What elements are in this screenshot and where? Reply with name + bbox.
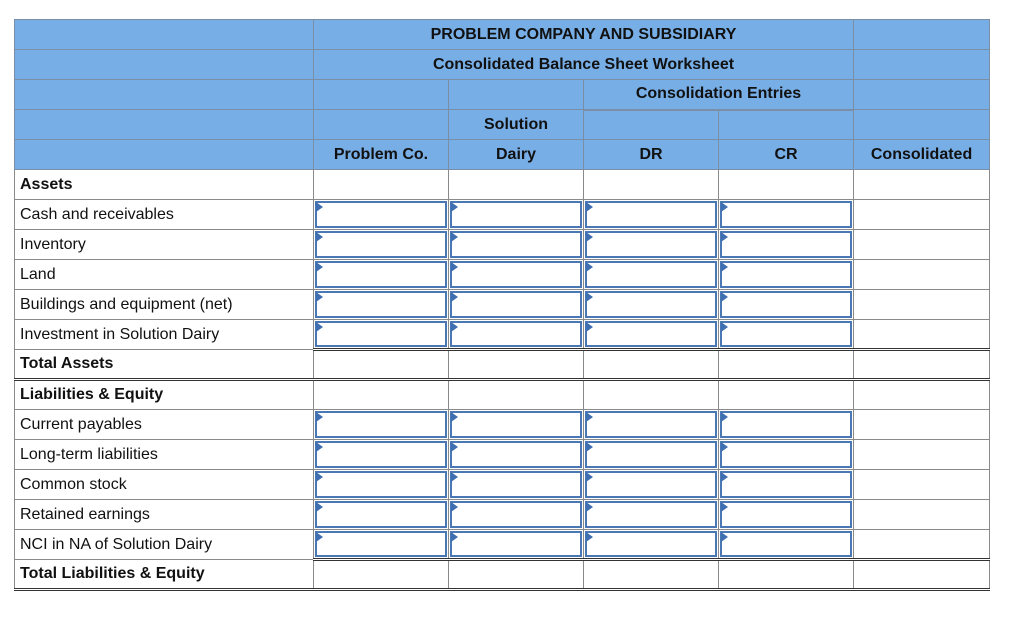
cr-input[interactable] xyxy=(720,471,852,498)
dairy-input[interactable] xyxy=(450,291,582,318)
consolidated-cell xyxy=(854,230,990,260)
company-title: PROBLEM COMPANY AND SUBSIDIARY xyxy=(314,20,854,50)
row-liab-equity xyxy=(15,380,990,410)
marker-icon xyxy=(586,442,593,452)
marker-icon xyxy=(451,532,458,542)
cr-input[interactable] xyxy=(720,411,852,438)
col-header-problem: Problem Co. xyxy=(314,140,449,170)
header-row-worksheet xyxy=(15,50,990,80)
cr-input[interactable] xyxy=(720,291,852,318)
consolidated-cell xyxy=(854,410,990,440)
dr-input[interactable] xyxy=(585,471,717,498)
row-label: Land xyxy=(15,260,314,290)
worksheet-table xyxy=(14,19,990,591)
marker-icon xyxy=(721,532,728,542)
row-label: Liabilities & Equity xyxy=(15,380,314,410)
marker-icon xyxy=(721,232,728,242)
marker-icon xyxy=(451,322,458,332)
marker-icon xyxy=(451,502,458,512)
marker-icon xyxy=(586,322,593,332)
dairy-input[interactable] xyxy=(450,501,582,528)
row-label: Long-term liabilities xyxy=(15,440,314,470)
marker-icon xyxy=(586,502,593,512)
problem-input[interactable] xyxy=(315,531,447,557)
marker-icon xyxy=(586,532,593,542)
consolidated-cell xyxy=(854,470,990,500)
marker-icon xyxy=(586,202,593,212)
problem-input[interactable] xyxy=(315,201,447,228)
row-label: Buildings and equipment (net) xyxy=(15,290,314,320)
problem-input[interactable] xyxy=(315,441,447,468)
marker-icon xyxy=(451,262,458,272)
cr-input[interactable] xyxy=(720,441,852,468)
dr-input[interactable] xyxy=(585,201,717,228)
marker-icon xyxy=(586,232,593,242)
row-common-stock xyxy=(15,470,990,500)
dr-input[interactable] xyxy=(585,501,717,528)
problem-input[interactable] xyxy=(315,261,447,288)
consolidation-entries-header: Consolidation Entries xyxy=(584,80,854,110)
total-cell xyxy=(719,350,854,380)
marker-icon xyxy=(721,292,728,302)
dr-input[interactable] xyxy=(585,411,717,438)
consolidated-cell xyxy=(854,200,990,230)
cr-input[interactable] xyxy=(720,321,852,347)
total-cell xyxy=(719,560,854,590)
row-retained-earnings xyxy=(15,500,990,530)
row-land xyxy=(15,260,990,290)
col-header-consolidated: Consolidated xyxy=(854,140,990,170)
cr-input[interactable] xyxy=(720,261,852,288)
marker-icon xyxy=(721,502,728,512)
consolidated-cell xyxy=(854,530,990,560)
worksheet-title: Consolidated Balance Sheet Worksheet xyxy=(314,50,854,80)
dairy-input[interactable] xyxy=(450,321,582,347)
header-row-company xyxy=(15,20,990,50)
row-investment xyxy=(15,320,990,350)
marker-icon xyxy=(451,232,458,242)
row-label: Total Assets xyxy=(15,350,314,380)
problem-input[interactable] xyxy=(315,321,447,347)
header-row-entries xyxy=(15,80,990,110)
marker-icon xyxy=(316,262,323,272)
marker-icon xyxy=(721,322,728,332)
total-cell xyxy=(449,350,584,380)
dr-input[interactable] xyxy=(585,261,717,288)
cr-input[interactable] xyxy=(720,531,852,557)
marker-icon xyxy=(721,472,728,482)
row-label: Inventory xyxy=(15,230,314,260)
dairy-input[interactable] xyxy=(450,411,582,438)
problem-input[interactable] xyxy=(315,411,447,438)
consolidated-cell xyxy=(854,440,990,470)
marker-icon xyxy=(316,412,323,422)
dr-input[interactable] xyxy=(585,531,717,557)
row-label: Investment in Solution Dairy xyxy=(15,320,314,350)
marker-icon xyxy=(316,472,323,482)
marker-icon xyxy=(316,502,323,512)
cr-input[interactable] xyxy=(720,201,852,228)
marker-icon xyxy=(586,472,593,482)
dairy-input[interactable] xyxy=(450,231,582,258)
row-long-term xyxy=(15,440,990,470)
row-total-assets xyxy=(15,350,990,380)
problem-input[interactable] xyxy=(315,501,447,528)
row-inventory xyxy=(15,230,990,260)
marker-icon xyxy=(316,232,323,242)
problem-input[interactable] xyxy=(315,291,447,318)
marker-icon xyxy=(451,412,458,422)
problem-input[interactable] xyxy=(315,231,447,258)
row-label: Total Liabilities & Equity xyxy=(15,560,314,590)
dairy-input[interactable] xyxy=(450,471,582,498)
dr-input[interactable] xyxy=(585,441,717,468)
header-row-columns xyxy=(15,140,990,170)
row-nci xyxy=(15,530,990,560)
col-header-dr: DR xyxy=(584,140,719,170)
total-cell xyxy=(854,560,990,590)
dr-input[interactable] xyxy=(585,321,717,347)
row-label: Current payables xyxy=(15,410,314,440)
marker-icon xyxy=(316,202,323,212)
marker-icon xyxy=(586,262,593,272)
row-label: Retained earnings xyxy=(15,500,314,530)
header-row-solution xyxy=(15,110,990,140)
cr-input[interactable] xyxy=(720,231,852,258)
total-cell xyxy=(584,350,719,380)
balance-sheet-worksheet xyxy=(14,19,989,591)
dairy-input[interactable] xyxy=(450,531,582,557)
marker-icon xyxy=(721,442,728,452)
consolidated-cell xyxy=(854,500,990,530)
row-buildings xyxy=(15,290,990,320)
marker-icon xyxy=(451,292,458,302)
row-label: Cash and receivables xyxy=(15,200,314,230)
row-current-payables xyxy=(15,410,990,440)
marker-icon xyxy=(316,532,323,542)
row-label: Common stock xyxy=(15,470,314,500)
total-cell xyxy=(854,350,990,380)
marker-icon xyxy=(316,322,323,332)
col-header-cr: CR xyxy=(719,140,854,170)
row-total-le xyxy=(15,560,990,590)
marker-icon xyxy=(451,202,458,212)
row-assets xyxy=(15,170,990,200)
consolidated-cell xyxy=(854,320,990,350)
total-cell xyxy=(314,350,449,380)
marker-icon xyxy=(586,412,593,422)
dr-input[interactable] xyxy=(585,291,717,318)
row-label: NCI in NA of Solution Dairy xyxy=(15,530,314,560)
row-cash xyxy=(15,200,990,230)
total-cell xyxy=(314,560,449,590)
consolidated-cell xyxy=(854,290,990,320)
marker-icon xyxy=(451,442,458,452)
marker-icon xyxy=(316,442,323,452)
solution-header: Solution xyxy=(449,110,584,140)
marker-icon xyxy=(721,202,728,212)
total-cell xyxy=(584,560,719,590)
marker-icon xyxy=(451,472,458,482)
problem-input[interactable] xyxy=(315,471,447,498)
row-label: Assets xyxy=(15,170,314,200)
marker-icon xyxy=(721,412,728,422)
cr-input[interactable] xyxy=(720,501,852,528)
marker-icon xyxy=(316,292,323,302)
total-cell xyxy=(449,560,584,590)
marker-icon xyxy=(586,292,593,302)
dairy-input[interactable] xyxy=(450,441,582,468)
dr-input[interactable] xyxy=(585,231,717,258)
dairy-input[interactable] xyxy=(450,261,582,288)
marker-icon xyxy=(721,262,728,272)
col-header-dairy: Dairy xyxy=(449,140,584,170)
dairy-input[interactable] xyxy=(450,201,582,228)
consolidated-cell xyxy=(854,260,990,290)
